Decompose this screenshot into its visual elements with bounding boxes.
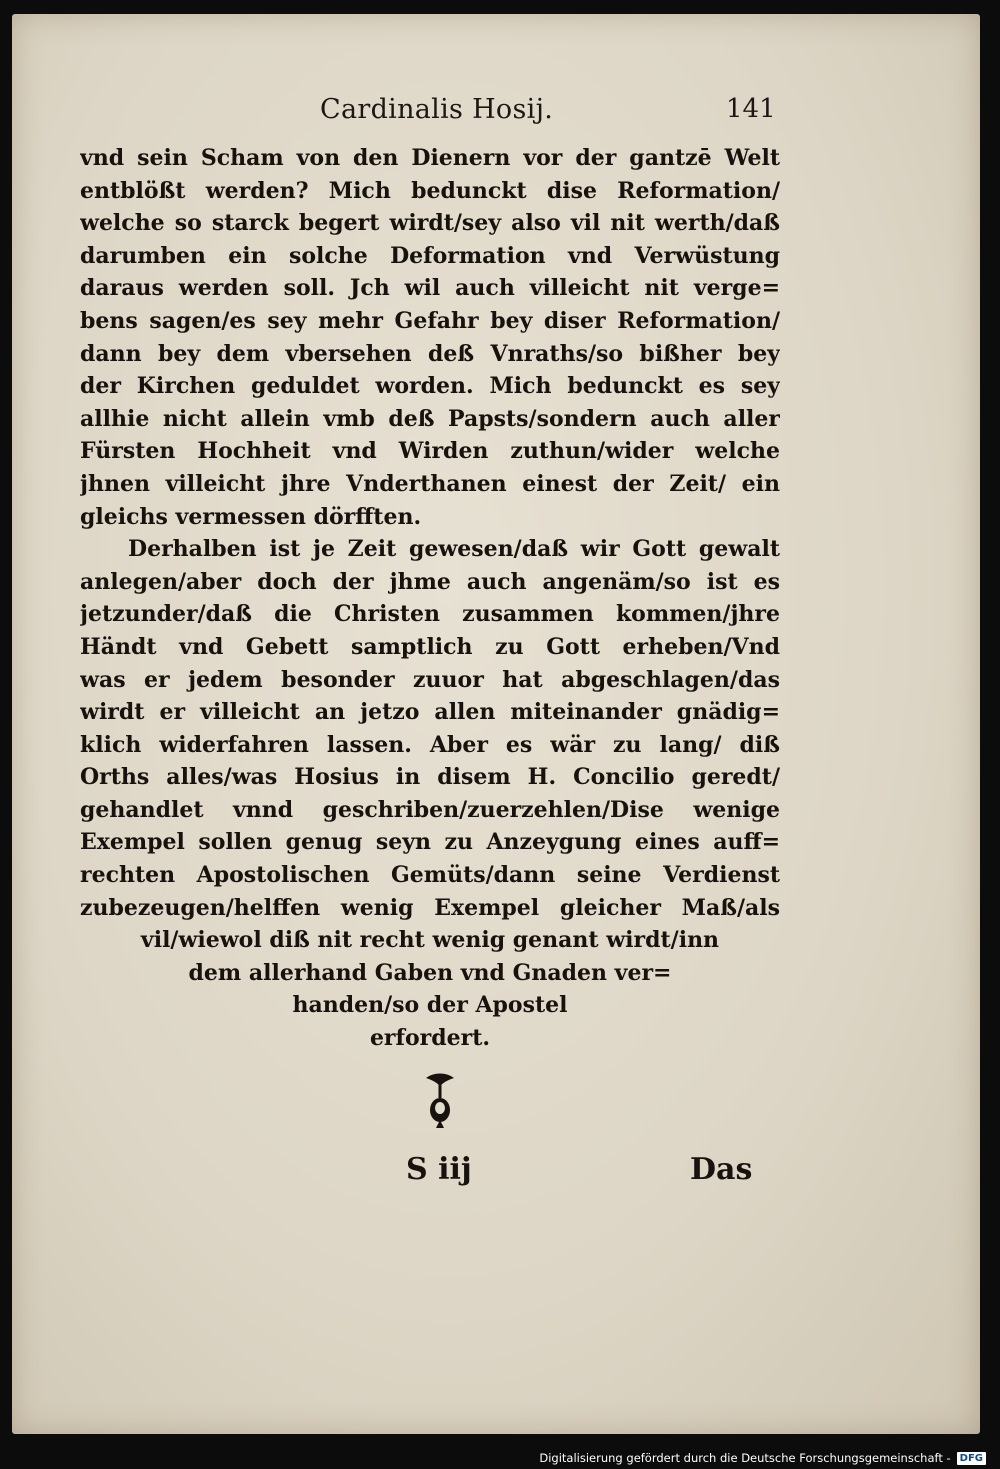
text-line: gehandlet vnnd geschriben/zuerzehlen/Dise wenige	[80, 796, 780, 823]
text-line: handen/so der Apostel	[292, 992, 568, 1019]
book-page	[12, 14, 980, 1434]
page-header	[12, 94, 980, 134]
text-line: welche so starck begert wirdt/sey also vil nit werth/daß	[80, 210, 780, 237]
text-line: Fürsten Hochheit vnd Wirden zuthun/wider welche	[80, 438, 780, 465]
text-line: entblößt werden? Mich bedunckt dise Reformation/	[80, 177, 780, 204]
catchword: Das	[690, 1152, 753, 1187]
text-line: klich widerfahren lassen. Aber es wär zu lang/ diß	[80, 731, 780, 758]
text-line: daraus werden soll. Jch wil auch villeicht nit verge=	[80, 275, 780, 302]
text-line: jetzunder/daß die Christen zusammen kommen/jhre	[80, 601, 780, 628]
text-line: allhie nicht allein vmb deß Papsts/sondern auch aller	[80, 405, 780, 432]
fleuron-icon	[420, 1070, 460, 1130]
folio-number: 141	[726, 94, 776, 124]
running-title: Cardinalis Hosij.	[320, 94, 554, 125]
body-text	[80, 142, 780, 1055]
digitization-credit	[539, 1449, 986, 1467]
text-line: was er jedem besonder zuuor hat abgeschlagen/das	[80, 666, 780, 693]
text-line: Derhalben ist je Zeit gewesen/daß wir Gott gewalt	[128, 536, 780, 563]
text-line: darumben ein solche Deformation vnd Verwüstung	[80, 242, 780, 269]
text-line: gleichs vermessen dörfften.	[80, 503, 422, 530]
text-line: jhnen villeicht jhre Vnderthanen einest der Zeit/ ein	[80, 470, 780, 497]
text-line: Händt vnd Gebett samptlich zu Gott erheben/Vnd	[80, 633, 780, 660]
text-line: bens sagen/es sey mehr Gefahr bey diser Reformation/	[80, 307, 780, 334]
text-line: erfordert.	[369, 1025, 491, 1052]
credit-text: Digitalisierung gefördert durch die Deutsche Forschungsgemeinschaft -	[539, 1451, 951, 1465]
text-line: vnd sein Scham von den Dienern vor der gantzē Welt	[80, 145, 780, 171]
text-line: zubezeugen/helffen wenig Exempel gleicher Maß/als	[80, 894, 780, 921]
text-line: dem allerhand Gaben vnd Gnaden ver=	[188, 959, 672, 986]
text-line: vil/wiewol diß nit recht wenig genant wirdt/inn	[140, 927, 720, 954]
text-line: Orths alles/was Hosius in disem H. Concilio geredt/	[80, 764, 780, 791]
text-line: der Kirchen geduldet worden. Mich bedunckt es sey	[80, 373, 780, 400]
text-line: dann bey dem vbersehen deß Vnraths/so bißher bey	[80, 340, 780, 367]
page-footer	[12, 1152, 980, 1196]
dfg-logo: DFG	[957, 1452, 986, 1465]
text-line: Exempel sollen genug seyn zu Anzeygung eines auff=	[80, 829, 780, 856]
text-line: anlegen/aber doch der jhme auch angenäm/so ist es	[80, 568, 780, 595]
text-line: wirdt er villeicht an jetzo allen miteinander gnädig=	[80, 699, 780, 726]
signature-mark: S iij	[406, 1152, 472, 1187]
text-line: rechten Apostolischen Gemüts/dann seine Verdienst	[80, 862, 780, 889]
